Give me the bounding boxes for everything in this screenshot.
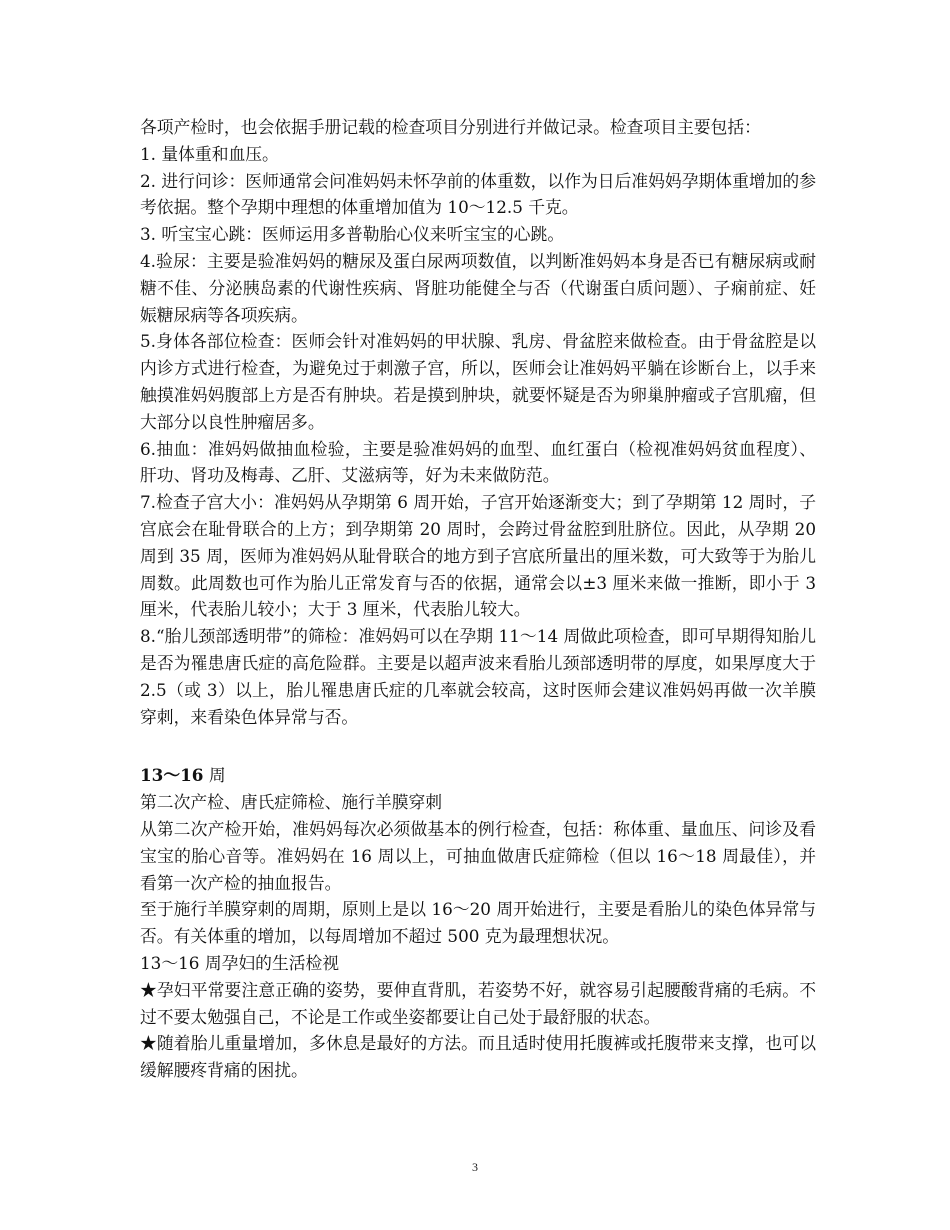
- item-consultation: 2. 进行问诊：医师通常会问准妈妈未怀孕前的体重数，以作为日后准妈妈孕期体重增加的参考依据。整个孕期中理想的体重增加值为 10～12.5 千克。: [140, 170, 816, 218]
- section-heading: [140, 762, 816, 789]
- document-body: [140, 114, 816, 1084]
- section-heading-weeks: 13～16: [140, 765, 204, 786]
- section-subtitle: 第二次产检、唐氏症筛检、施行羊膜穿刺: [140, 792, 443, 813]
- section-paragraph-life-review-title: 13～16 周孕妇的生活检视: [140, 952, 340, 973]
- item-weight-blood-pressure: 1. 量体重和血压。: [140, 143, 279, 164]
- intro-paragraph: 各项产检时，也会依据手册记载的检查项目分别进行并做记录。检查项目主要包括：: [140, 117, 761, 137]
- section-paragraph-amniocentesis: 至于施行羊膜穿刺的周期，原则上是以 16～20 周开始进行，主要是看胎儿的染色体异常与否。有关体重的增加，以每周增加不超过 500 克为最理想状况。: [140, 899, 816, 947]
- item-fetal-heartbeat: 3. 听宝宝心跳：医师运用多普勒胎心仪来听宝宝的心跳。: [140, 224, 565, 245]
- section-paragraph-routine-checks: 从第二次产检开始，准妈妈每次必须做基本的例行检查，包括：称体重、量血压、问诊及看宝宝的胎心音等。准妈妈在 16 周以上，可抽血做唐氏症筛检（但以 16～18 周最佳），并看第一次产检的抽血报告。: [140, 818, 816, 893]
- section-paragraph-rest-tip: ★随着胎儿重量增加，多休息是最好的方法。而且适时使用托腹裤或托腹带来支撑，也可以缓解腰疼背痛的困扰。: [140, 1033, 816, 1081]
- item-body-examination: 5.身体各部位检查：医师会针对准妈妈的甲状腺、乳房、骨盆腔来做检查。由于骨盆腔是以内诊方式进行检查，为避免过于刺激子宫，所以，医师会让准妈妈平躺在诊断台上，以手来触摸准妈妈腹部上方是否有肿块。若是摸到肿块，就要怀疑是否为卵巢肿瘤或子宫肌瘤，但大部分以良性肿瘤居多。: [140, 331, 816, 432]
- page-number: 3: [472, 1160, 478, 1174]
- item-urine-test: 4.验尿：主要是验准妈妈的糖尿及蛋白尿两项数值，以判断准妈妈本身是否已有糖尿病或耐糖不佳、分泌胰岛素的代谢性疾病、肾脏功能健全与否（代谢蛋白质问题）、子痫前症、妊娠糖尿病等各项疾病。: [140, 250, 816, 325]
- item-uterus-size: 7.检查子宫大小：准妈妈从孕期第 6 周开始，子宫开始逐渐变大；到了孕期第 12 周时，子宫底会在耻骨联合的上方；到孕期第 20 周时，会跨过骨盆腔到肚脐位。因此，从孕期 20 周到 35 周，医师为准妈妈从耻骨联合的地方到子宫底所量出的厘米数，可大致等于为胎儿周数。此周数也可作为胎儿正常发育与否的依据，通常会以±3 厘米来做一推断，即小于 3 厘米，代表胎儿较小；大于 3 厘米，代表胎儿较大。: [140, 492, 816, 620]
- item-blood-test: 6.抽血：准妈妈做抽血检验，主要是验准妈妈的血型、血红蛋白（检视准妈妈贫血程度）、肝功、肾功及梅毒、乙肝、艾滋病等，好为未来做防范。: [140, 438, 816, 486]
- section-paragraph-posture-tip: ★孕妇平常要注意正确的姿势，要伸直背肌，若姿势不好，就容易引起腰酸背痛的毛病。不过不要太勉强自己，不论是工作或坐姿都要让自己处于最舒服的状态。: [140, 979, 816, 1027]
- item-nuchal-translucency: 8.“胎儿颈部透明带”的筛检：准妈妈可以在孕期 11～14 周做此项检查，即可早期得知胎儿是否为罹患唐氏症的高危险群。主要是以超声波来看胎儿颈部透明带的厚度，如果厚度大于 2.5（或 3）以上，胎儿罹患唐氏症的几率就会较高，这时医师会建议准妈妈再做一次羊膜穿刺，来看染色体异常与否。: [140, 626, 816, 727]
- section-spacer: [140, 730, 816, 762]
- section-heading-unit: 周: [203, 765, 226, 786]
